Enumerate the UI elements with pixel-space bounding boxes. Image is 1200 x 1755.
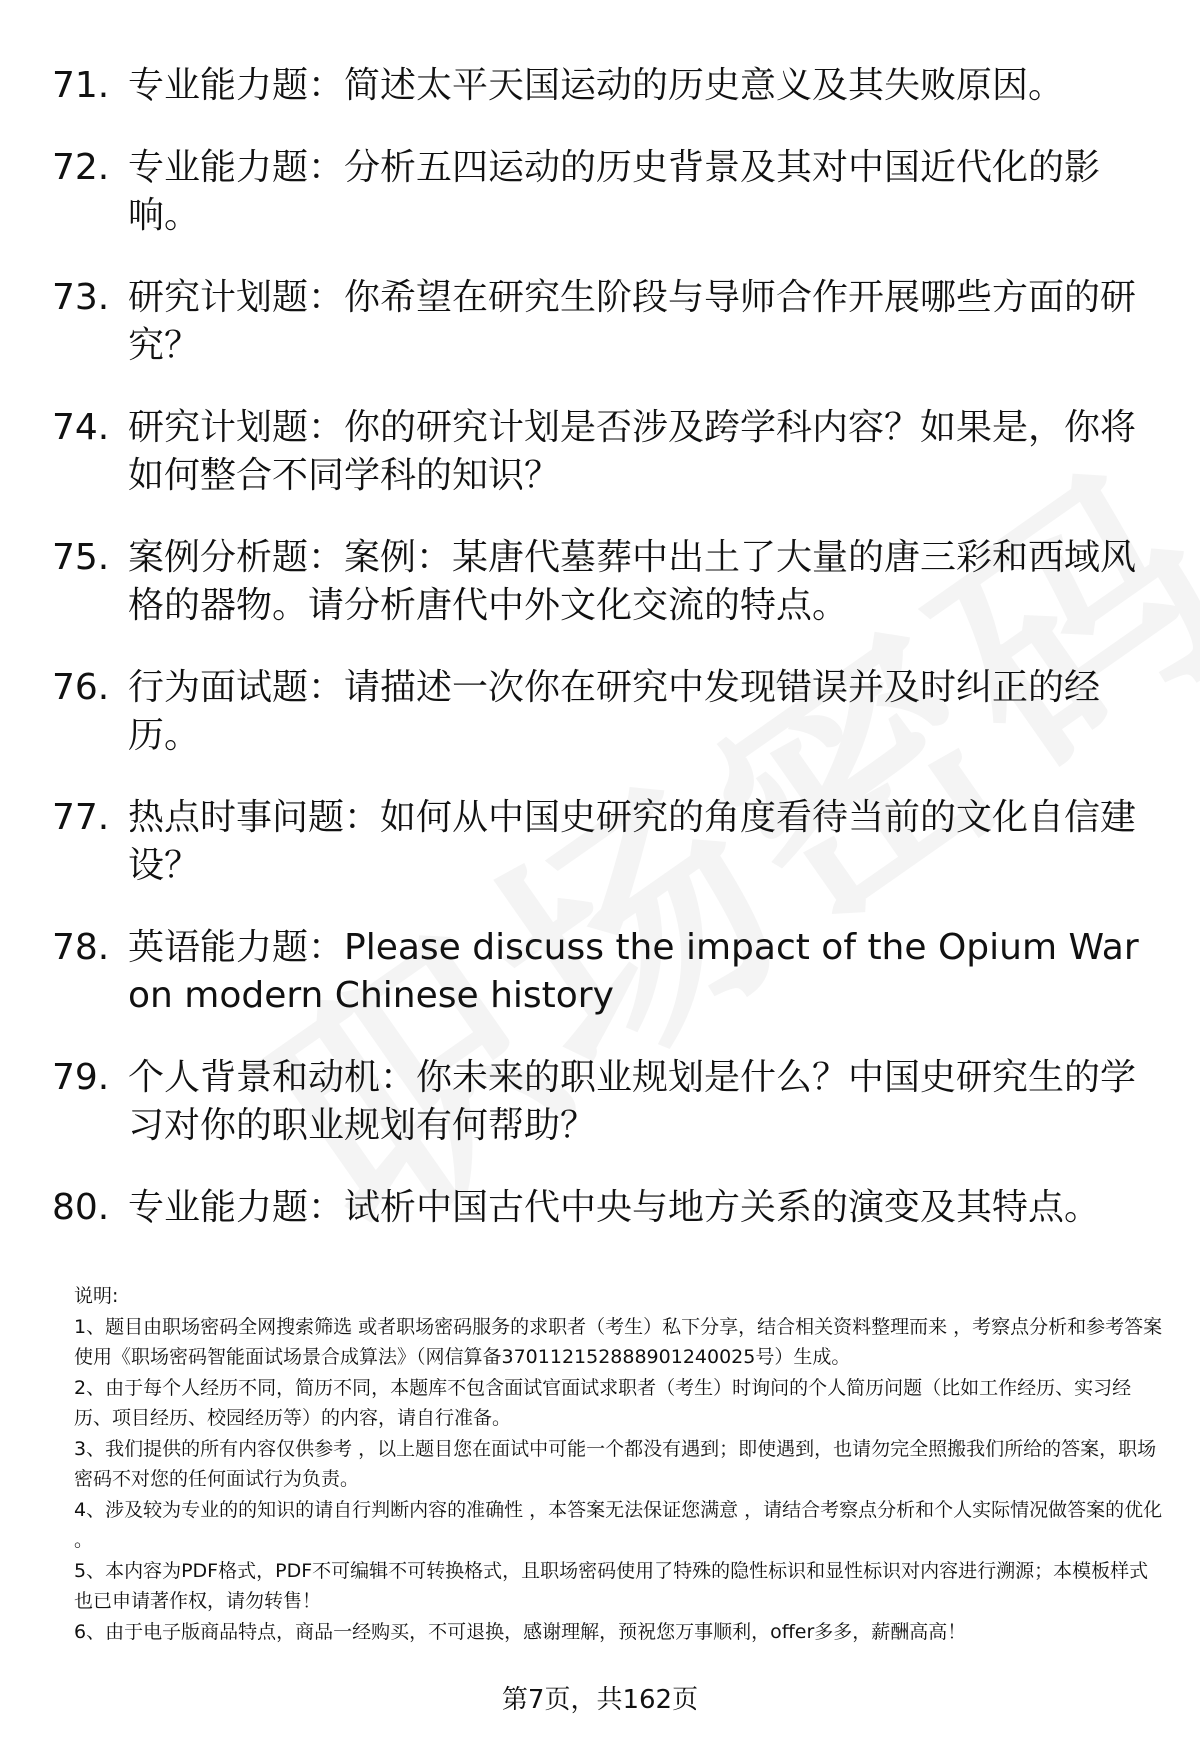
note-item: 6、由于电子版商品特点，商品一经购买，不可退换，感谢理解，预祝您万事顺利，offer多多，薪酬高高！ [74, 1620, 967, 1643]
note-item: 2、由于每个人经历不同，简历不同，本题库不包含面试官面试求职者（考生）时询问的个人简历问题（比如工作经历、实习经历、项目经历、校园经历等）的内容，请自行准备。 [74, 1376, 1132, 1429]
question-number: 80. [52, 1187, 110, 1228]
question-item [52, 534, 1162, 630]
note-item: 3、我们提供的所有内容仅供参考 ，以上题目您在面试中可能一个都没有遇到；即使遇到，也请勿完全照搬我们所给的答案，职场密码不对您的任何面试行为负责。 [74, 1437, 1157, 1490]
question-text: 热点时事问题：如何从中国史研究的角度看待当前的文化自信建设？ [128, 797, 1137, 886]
question-item [52, 274, 1162, 370]
note-item: 5、本内容为PDF格式，PDF不可编辑不可转换格式，且职场密码使用了特殊的隐性标识和显性标识对内容进行溯源；本模板样式也已申请著作权，请勿转售！ [74, 1559, 1149, 1612]
question-text: 专业能力题：简述太平天国运动的历史意义及其失败原因。 [128, 65, 1065, 106]
question-text: 个人背景和动机：你未来的职业规划是什么？中国史研究生的学习对你的职业规划有何帮助？ [128, 1057, 1137, 1146]
question-number: 72. [52, 147, 110, 188]
question-number: 76. [52, 667, 110, 708]
question-item [52, 144, 1162, 240]
question-item [52, 924, 1162, 1020]
question-item [52, 664, 1162, 760]
question-number: 77. [52, 797, 110, 838]
notes-heading: 说明: [74, 1285, 119, 1307]
question-text: 英语能力题：Please discuss the impact of the Opium War on modern Chinese history [128, 927, 1139, 1016]
question-item [52, 794, 1162, 890]
question-number: 74. [52, 407, 110, 448]
question-text: 行为面试题：请描述一次你在研究中发现错误并及时纠正的经历。 [128, 667, 1101, 756]
question-text: 案例分析题：案例：某唐代墓葬中出土了大量的唐三彩和西域风格的器物。请分析唐代中外文化交流的特点。 [128, 537, 1137, 626]
question-number: 79. [52, 1057, 110, 1098]
question-list [52, 62, 1162, 1266]
question-number: 78. [52, 927, 110, 968]
question-text: 专业能力题：分析五四运动的历史背景及其对中国近代化的影响。 [128, 147, 1101, 236]
page-number: 第7页，共162页 [501, 1685, 699, 1715]
question-number: 73. [52, 277, 110, 318]
question-item [52, 1184, 1162, 1232]
note-item: 1、题目由职场密码全网搜索筛选 或者职场密码服务的求职者（考生）私下分享，结合相关资料整理而来 ，考察点分析和参考答案使用《职场密码智能面试场景合成算法》（网信算备370112152888901240025号）生成。 [74, 1315, 1163, 1368]
question-item [52, 1054, 1162, 1150]
question-text: 研究计划题：你的研究计划是否涉及跨学科内容？如果是，你将如何整合不同学科的知识？ [128, 407, 1137, 496]
notes-section [74, 1281, 1164, 1647]
question-number: 71. [52, 65, 110, 106]
question-number: 75. [52, 537, 110, 578]
question-text: 专业能力题：试析中国古代中央与地方关系的演变及其特点。 [128, 1187, 1101, 1228]
question-item [52, 62, 1162, 110]
question-item [52, 404, 1162, 500]
question-text: 研究计划题：你希望在研究生阶段与导师合作开展哪些方面的研究？ [128, 277, 1137, 366]
note-item: 4、涉及较为专业的的知识的请自行判断内容的准确性 ，本答案无法保证您满意 ，请结合考察点分析和个人实际情况做答案的优化 。 [74, 1498, 1163, 1551]
